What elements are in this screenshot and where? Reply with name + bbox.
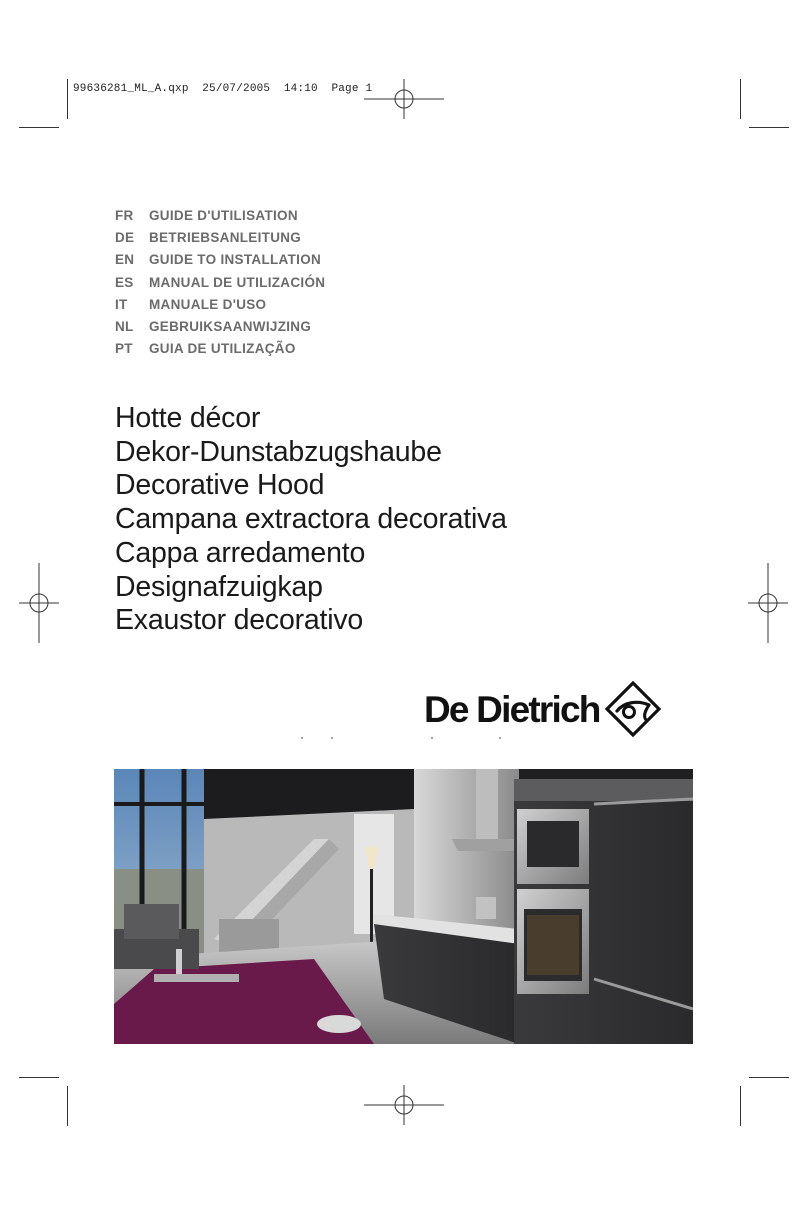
decorative-dots — [300, 736, 520, 740]
language-label: MANUALE D'USO — [149, 296, 267, 312]
language-code: ES — [115, 274, 134, 290]
horn-diamond-logo-icon — [604, 680, 662, 738]
brand-name: De Dietrich — [424, 688, 600, 730]
crop-mark-top-right-v — [740, 79, 741, 119]
registration-mark-bottom-icon — [364, 1085, 444, 1125]
language-code: EN — [115, 252, 135, 268]
registration-mark-top-icon — [364, 79, 444, 119]
crop-mark-bottom-left-v — [67, 1086, 68, 1126]
language-code: FR — [115, 207, 134, 223]
kitchen-scene-image — [114, 769, 693, 1044]
language-label: GEBRUIKSAANWIJZING — [149, 319, 312, 335]
registration-mark-left-icon — [19, 563, 59, 643]
language-label: GUIA DE UTILIZAÇÃO — [149, 341, 296, 357]
brand-logo — [424, 680, 662, 738]
product-title-fr: Hotte décor — [115, 402, 261, 434]
product-title-de: Dekor-Dunstabzugshaube — [115, 435, 442, 468]
crop-mark-bottom-right-h — [749, 1077, 789, 1078]
product-title-en: Decorative Hood — [115, 469, 325, 502]
language-label: BETRIEBSANLEITUNG — [149, 229, 302, 245]
product-title-nl: Designafzuigkap — [115, 570, 323, 603]
language-label: GUIDE D'UTILISATION — [149, 207, 298, 223]
language-code: DE — [115, 229, 135, 245]
language-row-fr — [115, 204, 325, 226]
language-label: MANUAL DE UTILIZACIÓN — [149, 274, 326, 290]
crop-mark-bottom-left-h — [19, 1077, 59, 1078]
registration-mark-right-icon — [748, 563, 788, 643]
product-title-es: Campana extractora decorativa — [115, 503, 507, 536]
language-row-es — [115, 271, 325, 293]
print-slug: 99636281_ML_A.qxp 25/07/2005 14:10 Page 1 — [73, 83, 373, 95]
crop-mark-top-left-v — [67, 79, 68, 119]
crop-mark-top-left-h — [19, 127, 59, 128]
language-row-nl — [115, 315, 325, 337]
crop-mark-bottom-right-v — [740, 1086, 741, 1126]
language-list — [115, 204, 325, 360]
crop-mark-top-right-h — [749, 127, 789, 128]
kitchen-photo — [114, 769, 693, 1044]
product-title-list — [115, 402, 507, 638]
language-row-pt — [115, 338, 325, 360]
product-title-pt: Exaustor decorativo — [115, 604, 364, 637]
language-row-en — [115, 249, 325, 271]
language-code: PT — [115, 341, 133, 357]
language-row-it — [115, 293, 325, 315]
language-code: NL — [115, 319, 134, 335]
language-code: IT — [115, 296, 128, 312]
language-label: GUIDE TO INSTALLATION — [149, 252, 322, 268]
language-row-de — [115, 226, 325, 248]
product-title-it: Cappa arredamento — [115, 536, 366, 569]
